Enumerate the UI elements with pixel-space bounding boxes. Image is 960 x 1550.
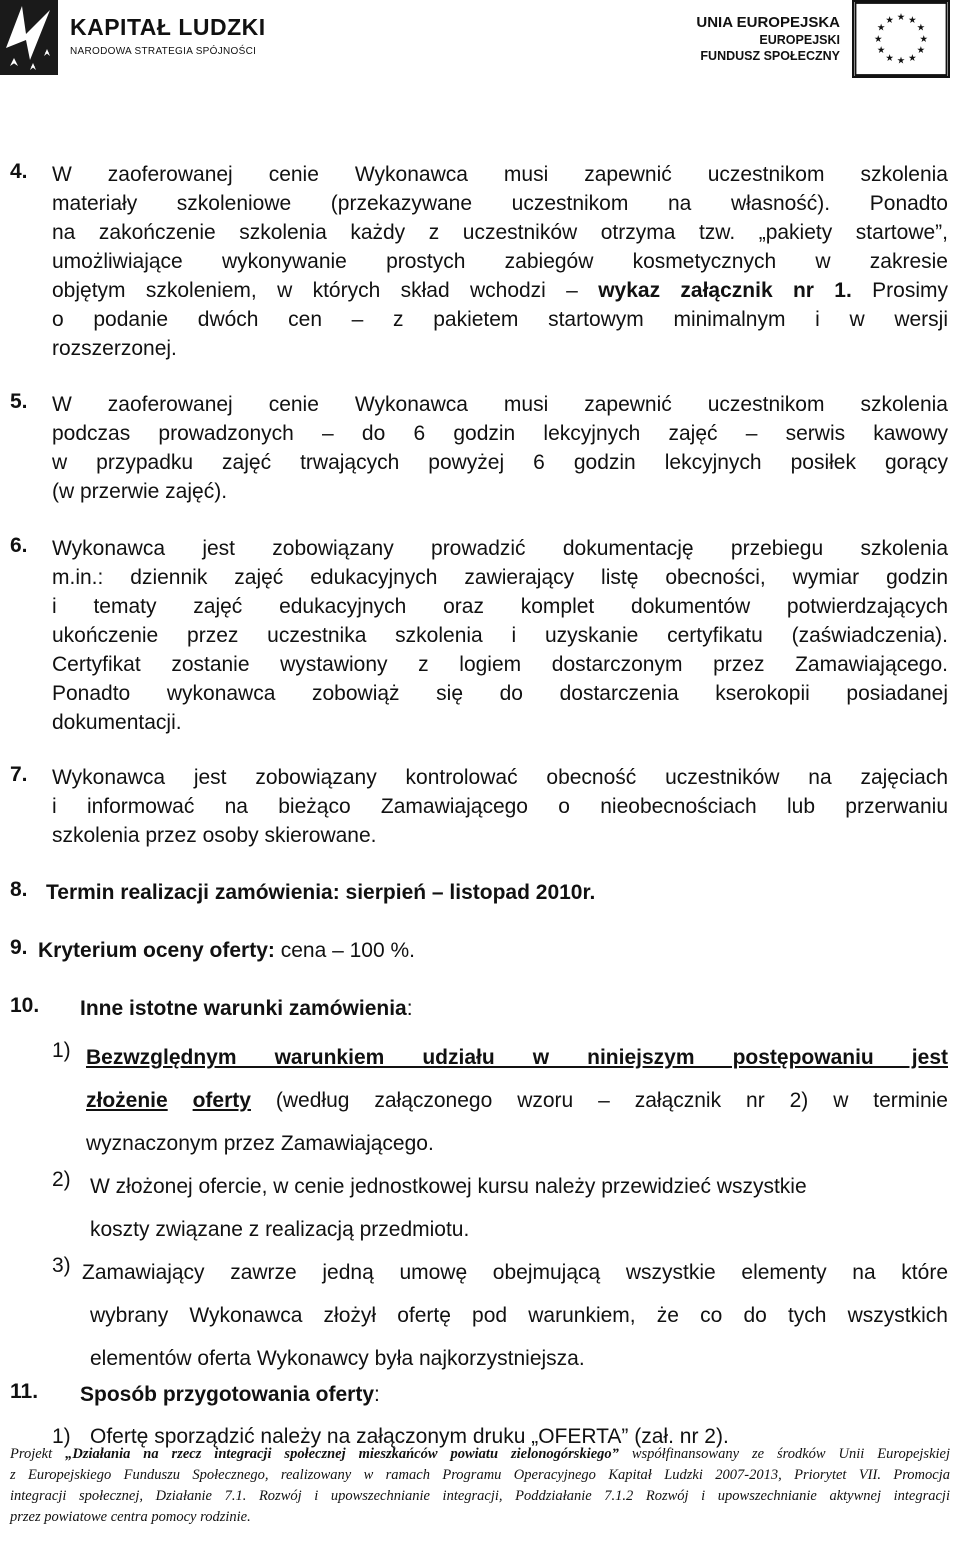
- section-10-item-1-underlined: złożenie: [86, 1089, 168, 1112]
- section-11-item-1-text: Ofertę sporządzić należy na załączonym druku „OFERTA” (zał. nr 2).: [90, 1425, 729, 1448]
- section-5-line: podczas prowadzonych – do 6 godzin lekcyjnych zajęć – serwis kawowy: [52, 422, 948, 445]
- section-4-line: rozszerzonej.: [52, 337, 177, 360]
- section-4-line-text: Prosimy: [851, 279, 949, 302]
- section-7: [52, 763, 948, 850]
- footer-line: [10, 1444, 950, 1465]
- kapital-ludzki-subtitle: NARODOWA STRATEGIA SPÓJNOŚCI: [70, 46, 257, 57]
- kapital-ludzki-title: KAPITAŁ LUDZKI: [70, 14, 266, 40]
- section-10-item-3-line: elementów oferta Wykonawcy była najkorzystniejsza.: [90, 1347, 585, 1370]
- section-6-line: Wykonawca jest zobowiązany prowadzić dokumentację przebiegu szkolenia: [52, 537, 948, 560]
- section-5-line: w przypadku zajęć trwających powyżej 6 godzin lekcyjnych posiłek gorący: [52, 451, 948, 474]
- section-7-line: i informować na bieżąco Zamawiającego o nieobecnościach lub przerwaniu: [52, 795, 948, 818]
- section-10-item-1-number: 1): [52, 1039, 71, 1062]
- svg-text:★: ★: [876, 45, 886, 57]
- section-10-title-line: [80, 994, 413, 1023]
- eu-line-1: UNIA EUROPEJSKA: [696, 14, 840, 31]
- footer-text: Projekt: [10, 1446, 66, 1462]
- section-8: [46, 878, 595, 907]
- section-11-heading: [80, 1380, 380, 1409]
- section-11-number: 11.: [10, 1380, 39, 1403]
- footer: [10, 1444, 950, 1528]
- svg-text:★: ★: [916, 22, 926, 34]
- section-10-title: Inne istotne warunki zamówienia: [80, 997, 407, 1020]
- eu-line-3: FUNDUSZ SPOŁECZNY: [700, 49, 840, 63]
- section-10-item-3: [82, 1251, 948, 1380]
- section-6-line: ukończenie przez uczestnika szkolenia i uzyskanie certyfikatu (zaświadczenia).: [52, 624, 948, 647]
- section-10-heading: [80, 994, 413, 1023]
- footer-text: współfinansowany ze środków Unii Europejskiej: [618, 1446, 950, 1462]
- eu-line-2: EUROPEJSKI: [759, 33, 840, 47]
- svg-text:★: ★: [896, 55, 906, 67]
- section-8-number: 8.: [10, 878, 28, 901]
- section-4-line: umożliwiające wykonywanie prostych zabiegów kosmetycznych w zakresie: [52, 250, 948, 273]
- header: [0, 0, 960, 80]
- section-7-number: 7.: [10, 763, 28, 786]
- section-9-number: 9.: [10, 936, 28, 959]
- section-11-item-1-number: 1): [52, 1425, 71, 1448]
- section-10-colon: :: [406, 997, 413, 1020]
- svg-text:★: ★: [908, 14, 917, 26]
- footer-line: przez powiatowe centra pomocy rodzinie.: [10, 1509, 251, 1525]
- section-6-line: Ponadto wykonawca zobowiąż się do dostarczenia kserokopii posiadanej: [52, 682, 948, 705]
- footer-line: integracji społecznej, Działanie 7.1. Rozwój i upowszechnianie integracji, Poddziałanie 7.1.2 Rozwój i upowszechnianie aktywnej integracji: [10, 1488, 950, 1504]
- eu-flag-icon: [852, 0, 950, 78]
- section-7-line: szkolenia przez osoby skierowane.: [52, 824, 377, 847]
- section-4-line: W zaoferowanej cenie Wykonawca musi zapewnić uczestnikom szkolenia: [52, 163, 948, 186]
- section-4-line: [52, 276, 948, 305]
- section-10-item-1-line: Bezwzględnym warunkiem udziału w niniejszym postępowaniu jest: [86, 1046, 948, 1069]
- section-10-number: 10.: [10, 994, 40, 1017]
- section-10-item-1-line: [86, 1079, 948, 1122]
- section-10-item-2-line: koszty związane z realizacją przedmiotu.: [90, 1218, 470, 1241]
- section-4-number: 4.: [10, 160, 28, 183]
- section-10-item-1-line: wyznaczonym przez Zamawiającego.: [86, 1132, 434, 1155]
- section-6-line: i tematy zajęć edukacyjnych oraz komplet dokumentów potwierdzających: [52, 595, 948, 618]
- section-10-item-1-underlined: oferty: [192, 1089, 251, 1112]
- svg-text:★: ★: [908, 52, 917, 64]
- section-5-line: W zaoferowanej cenie Wykonawca musi zapewnić uczestnikom szkolenia: [52, 393, 948, 416]
- eu-logo: [696, 0, 950, 80]
- section-10-item-1: [86, 1036, 948, 1165]
- svg-text:★: ★: [885, 52, 894, 64]
- section-10-item-2-number: 2): [52, 1168, 71, 1191]
- kapital-ludzki-emblem-icon: [0, 0, 58, 75]
- section-7-line: Wykonawca jest zobowiązany kontrolować obecność uczestników na zajęciach: [52, 766, 948, 789]
- section-9: [38, 936, 415, 965]
- section-5: [52, 390, 948, 506]
- section-10-item-2: [90, 1165, 948, 1251]
- section-4-line: na zakończenie szkolenia każdy z uczestników otrzyma tzw. „pakiety startowe”,: [52, 221, 948, 244]
- section-5-line: (w przerwie zajęć).: [52, 480, 228, 503]
- section-10-item-1-text: (według załączonego wzoru – załącznik nr 2) w terminie: [250, 1089, 948, 1112]
- section-9-label: Kryterium oceny oferty:: [38, 939, 275, 962]
- section-6-number: 6.: [10, 534, 28, 557]
- section-6-line: dokumentacji.: [52, 711, 182, 734]
- svg-text:★: ★: [896, 12, 906, 24]
- section-10-item-2-line: W złożonej ofercie, w cenie jednostkowej kursu należy przewidzieć wszystkie: [90, 1175, 807, 1198]
- section-4-emphasis: wykaz załącznik nr 1.: [598, 279, 852, 302]
- svg-text:★: ★: [919, 33, 929, 45]
- section-10-item-3-line: Zamawiający zawrze jedną umowę obejmującą wszystkie elementy na które: [82, 1261, 948, 1284]
- footer-project-name: „Działania na rzecz integracji społecznej mieszkańców powiatu zielonogórskiego”: [65, 1446, 619, 1462]
- svg-text:★: ★: [885, 14, 894, 26]
- section-6: [52, 534, 948, 737]
- section-9-value: cena – 100 %.: [274, 939, 416, 962]
- eu-logo-text: [696, 14, 840, 64]
- section-4-line: materiały szkoleniowe (przekazywane uczestnikom na własność). Ponadto: [52, 192, 948, 215]
- section-4: [52, 160, 948, 363]
- section-6-line: m.in.: dziennik zajęć edukacyjnych zawierający listę obecności, wymiar godzin: [52, 566, 948, 589]
- section-10-item-3-line: wybrany Wykonawca złożył ofertę pod warunkiem, że co do tych wszystkich: [90, 1304, 948, 1327]
- section-4-line: o podanie dwóch cen – z pakietem startowym minimalnym i w wersji: [52, 308, 948, 331]
- section-6-line: Certyfikat zostanie wystawiony z logiem dostarczonym przez Zamawiającego.: [52, 653, 948, 676]
- section-11-title: Sposób przygotowania oferty: [80, 1383, 375, 1406]
- section-11-title-line: [80, 1380, 380, 1409]
- svg-text:★: ★: [876, 22, 886, 34]
- footer-line: z Europejskiego Funduszu Społecznego, realizowany w ramach Programu Operacyjnego Kapitał Ludzki 2007-2013, Priorytet VII. Promocja: [10, 1467, 950, 1483]
- section-5-number: 5.: [10, 390, 28, 413]
- kapital-ludzki-logo: [0, 0, 266, 75]
- section-10-item-3-number: 3): [52, 1254, 71, 1277]
- section-9-line: [38, 936, 415, 965]
- svg-text:★: ★: [916, 45, 926, 57]
- section-8-text: Termin realizacji zamówienia: sierpień – listopad 2010r.: [46, 881, 596, 904]
- section-4-line-text: objętym szkoleniem, w których skład wchodzi –: [52, 279, 599, 302]
- section-11-colon: :: [374, 1383, 380, 1406]
- svg-text:★: ★: [873, 33, 883, 45]
